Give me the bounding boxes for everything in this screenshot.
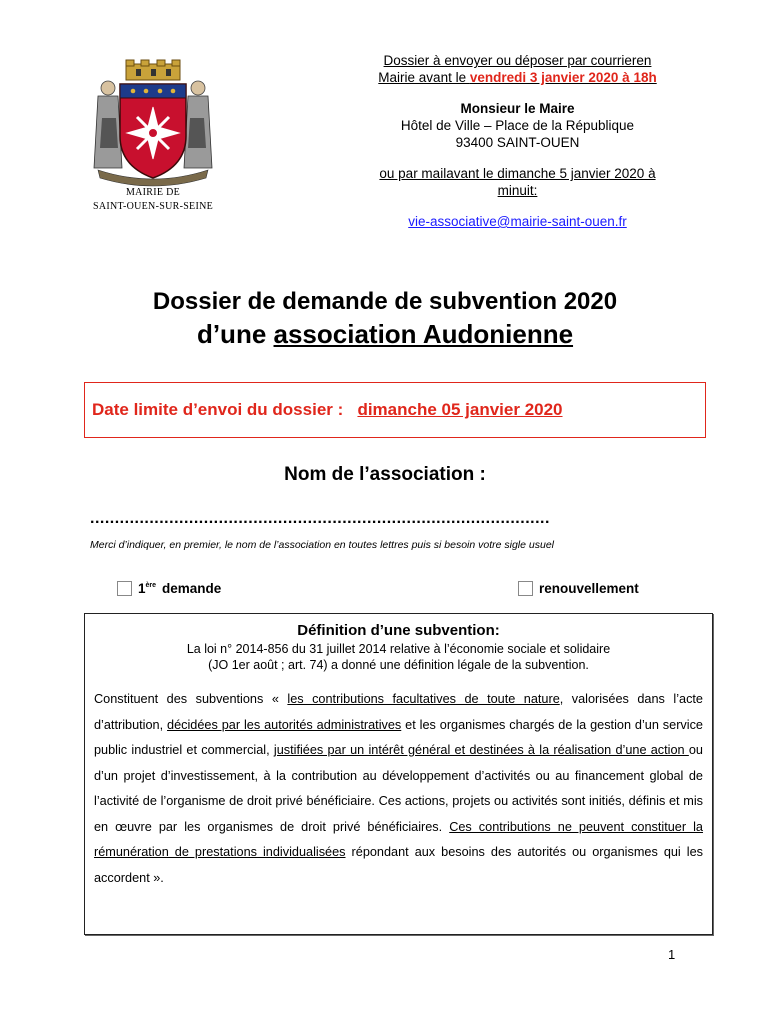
first-request-number: 1	[138, 581, 146, 596]
crest-caption-line1: MAIRIE DE	[125, 187, 181, 198]
email-link[interactable]: vie-associative@mairie-saint-ouen.fr	[408, 214, 627, 229]
first-request-label	[138, 581, 221, 596]
association-name-field[interactable]: .............................................................................................	[90, 510, 550, 527]
definition-underlined-2: décidées par les autorités administratives	[167, 717, 402, 732]
submission-instructions	[345, 52, 690, 230]
title-line2-prefix: d’une	[196, 319, 274, 349]
submission-line1: Dossier à envoyer ou déposer par courrieren	[383, 53, 652, 68]
definition-underlined-4: Ces contributions ne peuvent constituer la rémunération de prestations individualisées	[94, 819, 703, 859]
definition-underlined-3: justifiées par un intérêt général et destinées à la réalisation d’une action	[273, 743, 689, 757]
document-title	[60, 286, 710, 350]
law-reference-line2: (JO 1er août ; art. 74) a donné une définition légale de la subvention.	[208, 658, 589, 672]
first-request-checkbox[interactable]	[117, 581, 132, 596]
coat-of-arms-logo	[88, 58, 218, 188]
definition-law-reference	[84, 641, 713, 673]
first-request-text: demande	[162, 581, 222, 596]
definition-text-3: et les organismes chargés de la gestion d’un service public industriel et commercial,	[94, 717, 703, 757]
deadline-label: Date limite d’envoi du dossier :	[92, 400, 358, 419]
title-line2-emphasis: association Audonienne	[273, 319, 574, 349]
mail-instructions-line1: ou par mailavant le dimanche 5 janvier 2020 à	[379, 166, 656, 181]
recipient-address-line1: Hôtel de Ville – Place de la République	[400, 118, 635, 133]
page-number: 1	[668, 947, 676, 962]
title-line2	[60, 318, 710, 350]
title-line1: Dossier de demande de subvention 2020	[152, 288, 618, 315]
recipient-name: Monsieur le Maire	[460, 101, 575, 116]
definition-title: Définition d’une subvention:	[297, 622, 500, 639]
first-request-superscript: ère	[145, 582, 157, 589]
association-name-label: Nom de l’association :	[284, 464, 486, 485]
renewal-checkbox[interactable]	[518, 581, 533, 596]
crest-caption	[86, 186, 220, 214]
shield-icon	[120, 84, 186, 178]
crest-caption-line2: SAINT-OUEN-SUR-SEINE	[92, 201, 214, 212]
law-reference-line1: La loi n° 2014-856 du 31 juillet 2014 relative à l’économie sociale et solidaire	[186, 642, 611, 656]
submission-line2-text: Mairie avant le	[378, 70, 470, 85]
renewal-label: renouvellement	[539, 581, 639, 596]
recipient-address-line2: 93400 SAINT-OUEN	[455, 135, 580, 150]
supporter-figure-left-icon	[94, 81, 122, 168]
definition-text-1: Constituent des subventions «	[94, 692, 288, 706]
deadline-date: dimanche 05 janvier 2020	[357, 400, 563, 419]
definition-underlined-1: les contributions facultatives de toute nature	[287, 692, 560, 706]
definition-text-4: ou d’un projet d’investissement, à la contribution au développement d’activités ou au financement global de l’activité de l’organisme de droit privé bénéficiaire. Ces actions, projets ou activités sont initiés, définis et mis en œuvre par les organismes de droit privé bénéficiaires.	[94, 743, 703, 834]
deadline-text	[92, 400, 563, 420]
mural-crown-icon	[126, 60, 180, 80]
definition-text-5: répondant aux besoins des autorités ou organismes qui les accordent ».	[94, 845, 703, 885]
definition-text-2: , valorisées dans l’acte d’attribution,	[94, 692, 703, 732]
association-name-hint: Merci d’indiquer, en premier, le nom de l’association en toutes lettres puis si besoin votre sigle usuel	[90, 539, 554, 551]
supporter-figure-right-icon	[184, 81, 212, 168]
definition-body	[94, 687, 703, 891]
submission-deadline: vendredi 3 janvier 2020 à 18h	[469, 70, 657, 85]
mail-instructions-line2: minuit:	[497, 183, 538, 198]
submission-line2	[345, 69, 690, 86]
